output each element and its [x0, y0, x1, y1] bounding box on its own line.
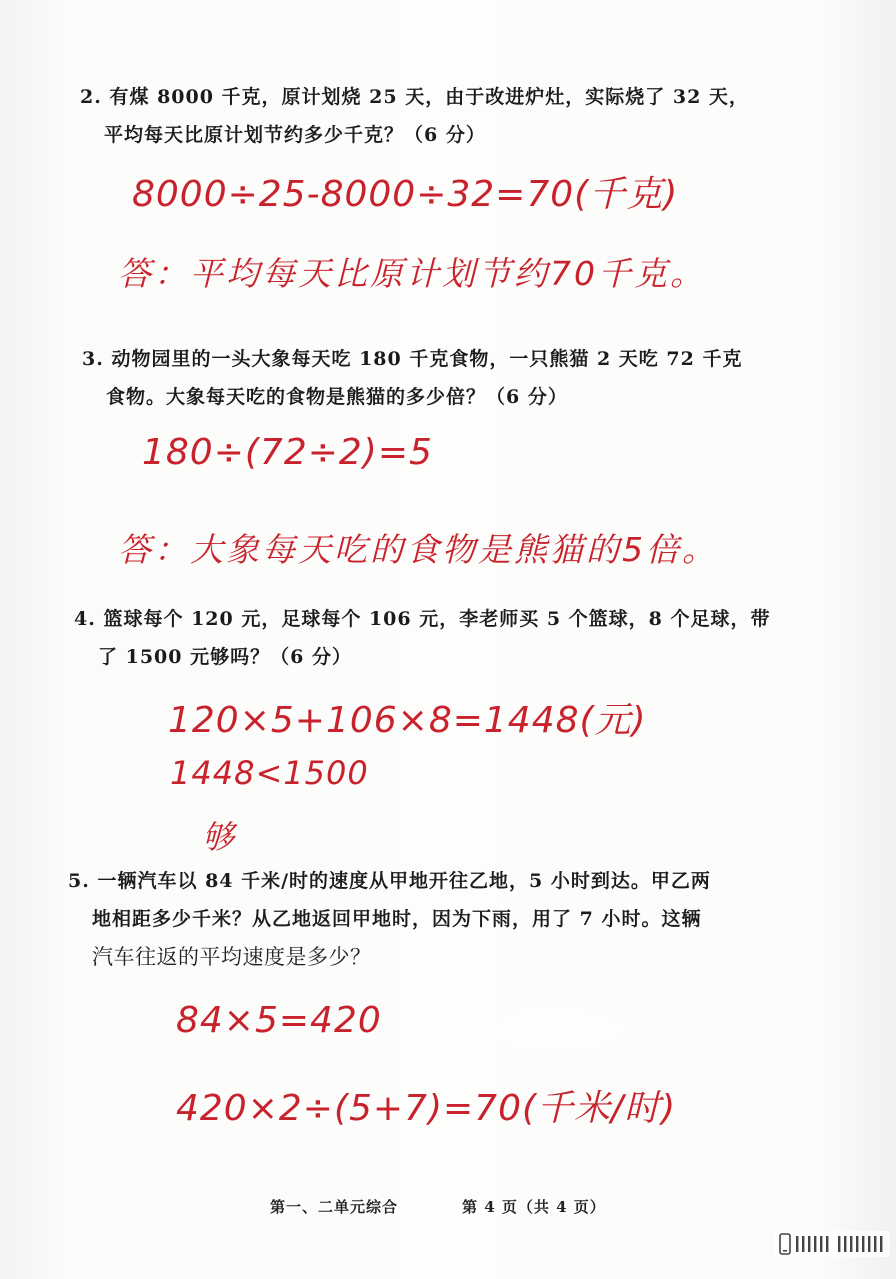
question-2 [80, 78, 749, 154]
question-5-line-3: 汽车往返的平均速度是多少？ [92, 945, 372, 969]
q4-answer: 够 [202, 818, 236, 856]
question-5-line-2: 地相距多少千米？从乙地返回甲地时，因为下雨，用了 7 小时。这辆 [92, 908, 702, 930]
more-icon[interactable] [836, 1233, 886, 1255]
question-2-line-1: 2. 有煤 8000 千克，原计划烧 25 天，由于改进炉灶，实际烧了 32 天， [80, 86, 749, 108]
q2-equation: 8000÷25-8000÷32=70(千克) [132, 174, 679, 215]
q2-answer: 答：平均每天比原计划节约70千克。 [118, 254, 706, 293]
image-toolbar [774, 1231, 890, 1257]
q3-equation: 180÷(72÷2)=5 [142, 432, 433, 473]
smudge-area [470, 1000, 650, 1060]
question-3-line-1: 3. 动物园里的一头大象每天吃 180 千克食物，一只熊猫 2 天吃 72 千克 [82, 348, 743, 370]
q5-step-1: 84×5=420 [176, 1000, 382, 1041]
q5-step-2: 420×2÷(5+7)=70(千米/时) [176, 1088, 677, 1129]
footer-unit: 第一、二单元综合 [270, 1198, 399, 1216]
question-2-line-2: 平均每天比原计划节约多少千克？（6 分） [104, 124, 486, 146]
question-4 [74, 600, 771, 676]
question-3-line-2: 食物。大象每天吃的食物是熊猫的多少倍？（6 分） [106, 386, 568, 408]
question-3 [82, 340, 742, 416]
question-4-line-2: 了 1500 元够吗？（6 分） [98, 646, 352, 668]
q3-answer: 答：大象每天吃的食物是熊猫的5倍。 [118, 530, 718, 569]
q4-compare: 1448<1500 [170, 754, 369, 792]
question-4-line-1: 4. 篮球每个 120 元，足球每个 106 元，李老师买 5 个篮球，8 个足球，带 [74, 608, 771, 630]
question-5 [68, 862, 711, 976]
menu-icon[interactable] [794, 1233, 834, 1255]
question-5-line-1: 5. 一辆汽车以 84 千米/时的速度从甲地开往乙地，5 小时到达。甲乙两 [68, 870, 711, 892]
phone-icon[interactable] [778, 1233, 792, 1255]
footer-page: 第 4 页（共 4 页） [462, 1198, 606, 1216]
q4-equation: 120×5+106×8=1448(元) [168, 700, 647, 741]
